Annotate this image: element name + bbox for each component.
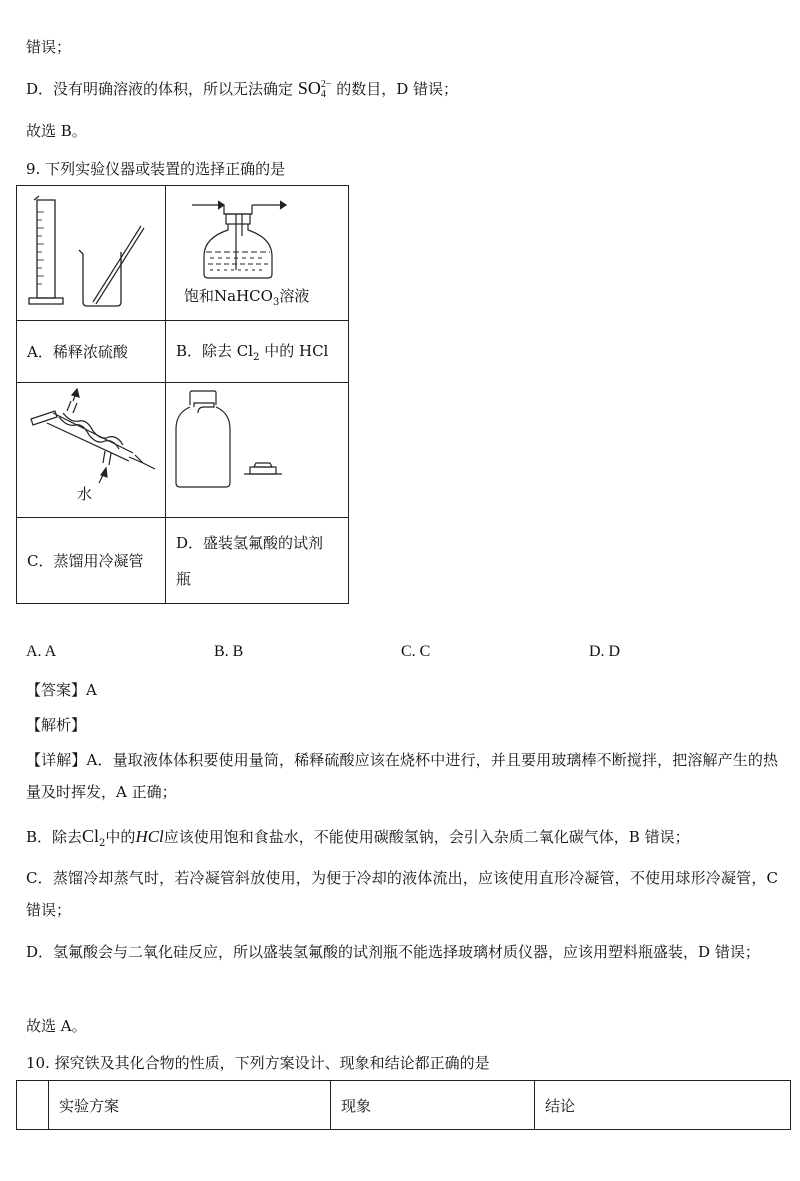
question-9-table: [16, 185, 349, 604]
conclusion: 故选 A。: [26, 1017, 87, 1035]
condenser-figure: [17, 383, 165, 513]
reagent-bottle-figure: [166, 383, 348, 513]
option-a-cell: A．稀释浓硫酸: [17, 321, 166, 383]
question-9-stem: 9. 下列实验仪器或装置的选择正确的是: [26, 160, 286, 178]
graduated-cylinder-beaker-figure: [17, 186, 165, 316]
gas-washing-bottle-figure: [166, 186, 348, 316]
detail-a: 【详解】A．量取液体体积要使用量筒，稀释硫酸应该在烧杯中进行，并且要用玻璃棒不断搅拌，把溶解产生的热量及时挥发，A 正确；: [26, 751, 778, 801]
option-c[interactable]: C. C: [401, 643, 431, 660]
option-c-cell: C．蒸馏用冷凝管: [17, 518, 166, 604]
figure-c-label: 水: [77, 485, 93, 503]
option-d-cell: D．盛装氢氟酸的试剂 瓶: [166, 518, 349, 604]
figure-a-cell: [17, 186, 166, 321]
sulfate-ion-formula: SO 2− 4: [297, 78, 332, 100]
detail-b: B．除去$Cl_2$中的HCl应该使用饱和食盐水，不能使用碳酸氢钠，会引入杂质二氧化碳气体，B 错误；: [26, 826, 690, 849]
answer-line: 【答案】A: [26, 681, 97, 699]
option-d[interactable]: D. D: [589, 643, 621, 660]
table-header-cell: [17, 1081, 49, 1130]
analysis-title: 【解析】: [26, 716, 87, 734]
text-line: 错误；: [26, 38, 72, 56]
text-line: D．没有明确溶液的体积，所以无法确定 SO 2− 4 的数目，D 错误；: [26, 78, 459, 100]
table-header-cell: 实验方案: [49, 1081, 331, 1130]
option-b-cell: B．除去 $Cl_2$ 中的 HCl: [166, 321, 349, 383]
figure-b-label: 饱和NaHCO$_3$溶液: [184, 287, 310, 308]
text-line: 故选 B。: [26, 122, 87, 140]
detail-c: C．蒸馏冷却蒸气时，若冷凝管斜放使用，为便于冷却的液体流出，应该使用直形冷凝管，不使用球形冷凝管，C 错误；: [26, 869, 778, 919]
table-header-cell: 现象: [331, 1081, 535, 1130]
figure-b-cell: [166, 186, 349, 321]
option-a[interactable]: A. A: [26, 643, 57, 660]
answer-options: [26, 643, 786, 663]
question-10-stem: 10. 探究铁及其化合物的性质，下列方案设计、现象和结论都正确的是: [26, 1054, 490, 1072]
question-10-table: [16, 1080, 791, 1130]
detail-d: D．氢氟酸会与二氧化硅反应，所以盛装氢氟酸的试剂瓶不能选择玻璃材质仪器，应该用塑料瓶盛装，D 错误；: [26, 943, 760, 961]
table-header-cell: 结论: [535, 1081, 791, 1130]
figure-d-cell: [166, 383, 349, 518]
figure-c-cell: [17, 383, 166, 518]
option-b[interactable]: B. B: [214, 643, 244, 660]
